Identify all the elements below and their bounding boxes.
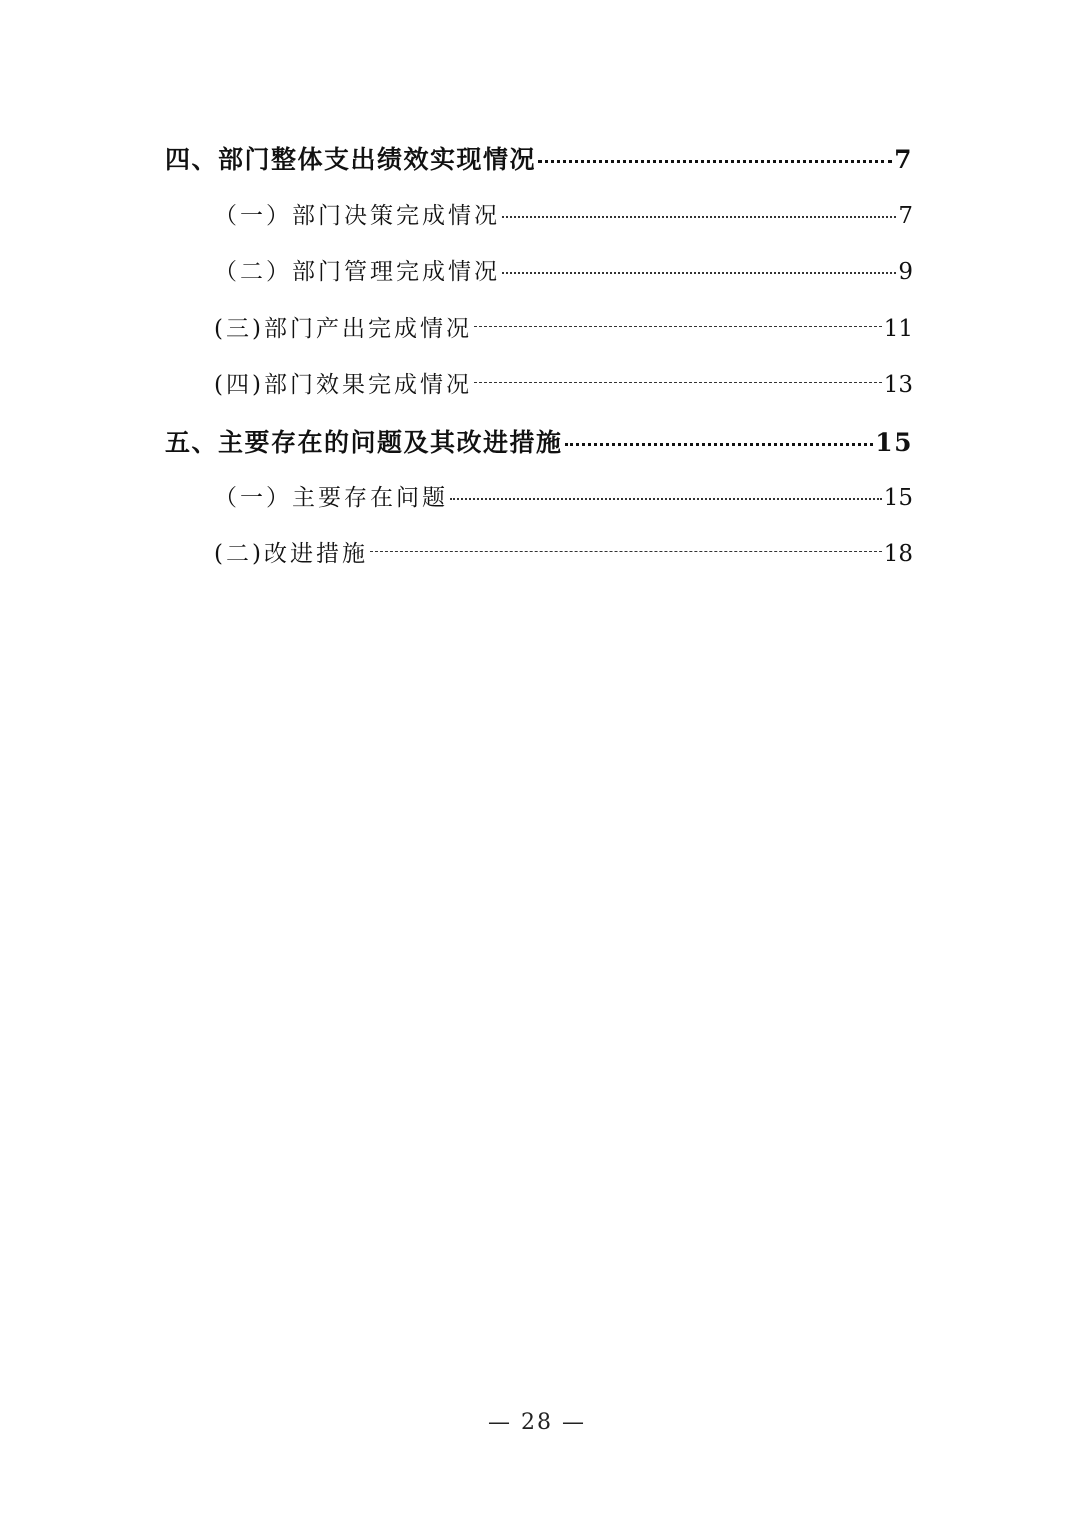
toc-leader-dashes — [370, 551, 882, 552]
toc-entry-page: 13 — [883, 372, 913, 398]
toc-leader-dots — [538, 160, 892, 163]
toc-entry-4-4[interactable] — [214, 366, 913, 402]
toc-leader-dots — [502, 272, 896, 274]
toc-entry-page: 15 — [883, 485, 913, 511]
toc-entry-label: 五、主要存在的问题及其改进措施 — [165, 428, 563, 457]
toc-entry-section-4[interactable] — [165, 140, 913, 176]
page-number: — 28 — — [488, 1410, 586, 1435]
toc-entry-label: （二）部门管理完成情况 — [214, 259, 500, 285]
toc-entry-page: 7 — [898, 203, 913, 229]
toc-entry-4-1[interactable] — [214, 197, 913, 233]
toc-entry-label: （一）部门决策完成情况 — [214, 203, 500, 229]
toc-entry-4-3[interactable] — [214, 310, 913, 346]
toc-leader-dashes — [474, 326, 882, 327]
toc-entry-5-1[interactable] — [214, 479, 913, 515]
toc-entry-label: (三)部门产出完成情况 — [214, 316, 472, 342]
toc-entry-label: 四、部门整体支出绩效实现情况 — [165, 145, 537, 174]
toc-entry-page: 18 — [883, 541, 913, 567]
toc-entry-label: （一）主要存在问题 — [214, 485, 448, 511]
toc-entry-label: (四)部门效果完成情况 — [214, 372, 472, 398]
toc-entry-page: 11 — [883, 316, 913, 342]
toc-entry-label: (二)改进措施 — [214, 541, 368, 567]
toc-leader-dots — [450, 498, 882, 500]
toc-entry-4-2[interactable] — [214, 253, 913, 289]
toc-leader-dashes — [474, 382, 882, 383]
toc-entry-page: 7 — [894, 145, 913, 174]
toc-leader-dots — [565, 443, 874, 446]
toc-entry-page: 15 — [875, 428, 913, 457]
toc-leader-dots — [502, 216, 896, 218]
toc-entry-page: 9 — [898, 259, 913, 285]
toc-entry-section-5[interactable] — [165, 423, 913, 459]
toc-entry-5-2[interactable] — [214, 535, 913, 571]
